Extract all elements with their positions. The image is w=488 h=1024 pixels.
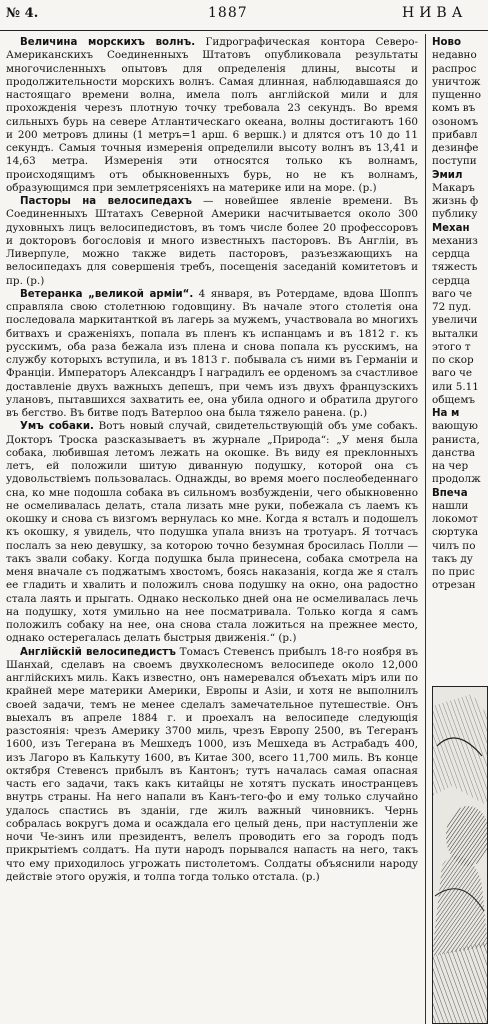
right-column-heading: Эмил (432, 169, 463, 181)
right-column-line: уничтож (432, 75, 481, 88)
article-heading: Пасторы на велосипедахъ (20, 196, 192, 207)
right-column-line: по прис (432, 566, 475, 578)
article-body: Гидрографическая контора Северо-Американскихъ Соединенныхъ Штатовъ опубликовала результаты многочисленныхъ опытовъ для определенія длины, высоты и продолжительности морскихъ волнъ. Самая длинная, наблюдавшаяся до настоящаго времени волна, имела полъ англійской мили и для прохожденія черезъ плотную точку требовала 23 секундъ. Во время сильныхъ бурь на севере Атлантическаго океана, волны достигаютъ 160 и 200 метровъ длины (1 метръ=1 арш. 6 вершк.) и длятся отъ 10 до 11 секундъ. Самыя точныя измеренія определили высоту волнъ въ 13,41 и 14,63 метра. Измеренія эти относятся только къ волнамъ, происходящимъ отъ обыкновенныхъ бурь, но не къ волнамъ, образующимся при землетрясеніяхъ на материке или на море. (р.) (6, 36, 418, 194)
right-column-line: 72 пуд. (432, 301, 472, 313)
year: 1887 (208, 5, 248, 21)
article-pastors (6, 195, 418, 288)
article-body: Вотъ новый случай, свидетельствующій объ уме собакъ. Докторъ Троска разсказываетъ въ журнале „Природа“: „У меня была собака, любившая летомъ лежать на окошке. Въ виду ея преклонныхъ летъ, ей положили шитую диванную подушку, которой она съ удовольствіемъ пользовалась. Однажды, во время моего послеобеденнаго сна, ко мне подошла собака въ сильномъ возбужденіи, чего обыкновенно не осмеливалась делать, стала лизать мне руки, побежала съ лаемъ къ окошку и снова съ визгомъ вернулась ко мне. Когда я всталъ и подошелъ къ окошку, я увидель, что подушка упала внизъ на тротуаръ. Я тотчасъ послалъ за нею девушку, за которою точно безумная бросилась Полли — такъ звали собаку. Когда подушка была принесена, собака смотрела на меня вначале съ поджатымъ хвостомъ, боясь наказанія, когда же я сталъ ее гладить и хвалить и положилъ снова подушку на окно, она радостно стала лаять и прыгать. Однако несколько дней она не осмеливалась лечь на подушку, хотя умильно на нее посматривала. Только когда я самъ положилъ собаку на нее, она снова стала ложиться на прежнее место, однако остерегалась делать быстрыя движенія.“ (р.) (6, 420, 418, 645)
issue-number: № 4. (6, 6, 39, 21)
right-column-line: ваго че (432, 287, 473, 300)
right-column-line: прибавл (432, 128, 478, 141)
article-heading: Ветеранка „великой арміи“. (20, 288, 194, 300)
right-column-heading: На м (432, 408, 460, 419)
article-dog (6, 420, 418, 645)
right-column-line: данства (432, 446, 476, 459)
column-divider (425, 34, 426, 1024)
right-column-line: выталки (432, 327, 479, 340)
magazine-title: НИВА (402, 5, 468, 21)
right-column-line: увеличи (432, 314, 478, 327)
right-column-line: распрос (432, 62, 477, 75)
right-column-line: такъ ду (432, 552, 473, 565)
page-header (0, 0, 488, 31)
right-column-line: сердца (432, 248, 470, 260)
right-column-line: Макаръ (432, 181, 475, 194)
article-cyclist (6, 646, 418, 885)
article-heading: Величина морскихъ волнъ. (20, 37, 196, 48)
right-column-line: отрезан (432, 579, 476, 592)
article-body: Томасъ Стевенсъ прибылъ 18-го ноября въ Шанхай, сделавъ на своемъ двухколесномъ велосипеде около 12,000 англійскихъ миль. Какъ известно, онъ намеревался объехать міръ или по крайней мере материки Америки, Европы и Азіи, и хотя не выполнилъ своей задачи, темъ не менее сделалъ замечательное путешествіе. Онъ выехалъ въ апреле 1884 г. и проехалъ на велосипеде следующія разстоянія: чрезъ Америку 3700 миль, чрезъ Европу 2500, въ Тегеранъ 1600, изъ Тегерана въ Мешхедъ 1000, изъ Мешхеда въ Астрабадъ 400, изъ Лагоро въ Калькуту 1600, въ Китае 300, всего 11,700 миль. Въ конце октября Стевенсъ прибылъ въ Кантонъ; тутъ началась самая опасная часть его задачи, такъ какъ китайцы не хотятъ пускать иностранцевъ внутрь страны. На него напали въ Канъ-тего-фо и ему только случайно удалось спастись въ зданіи, где жилъ важный чиновникъ. Чернь собралась вокругъ дома и осаждала его целый день, при наступленіи же ночи Че-зинъ или президентъ, велелъ проводить его за городъ подъ прикрытіемъ солдатъ. На пути народъ порывался напасть на него, такъ что ему приходилось угрожать пистолетомъ. Солдаты объяснили народу действіе этого оружія, и толпа тогда только отстала. (р.) (6, 645, 418, 883)
article-heading: Умъ собаки. (20, 421, 94, 433)
engraving-illustration (432, 686, 488, 1024)
right-column-line: поступи (432, 155, 477, 168)
article-body: 4 января, въ Ротердаме, вдова Шоппъ справляла свою столетнюю годовщину. Въ начале этого столетія она последовала маркитанткой въ лагерь за мужемъ, участвовала во многихъ битвахъ и сраженіяхъ, попала въ пленъ къ испанцамъ и въ 1812 г. къ русскимъ, оба раза бежала изъ плена и снова попала къ русскимъ, на службу которыхъ вступила, и въ 1813 г. побывала съ ними въ Германіи и Франціи. Императоръ Александръ I наградилъ ее орденомъ за счастливое доставленіе двухъ важныхъ депешъ, при чемъ изъ двухъ французскихъ улановъ, пытавшихся захватить ее, она убила одного и обратила другого въ бегство. Въ битве подъ Ватерлоо она была тяжело ранена. (р.) (6, 287, 418, 419)
right-column-line: сюртука (432, 526, 479, 539)
right-column-line: нашли (432, 499, 469, 512)
right-column-line: недавно (432, 49, 477, 62)
right-column (432, 36, 488, 682)
right-column-heading: Ново (432, 37, 461, 48)
right-column-line: жизнь ф (432, 195, 479, 207)
right-column-line: озономъ (432, 115, 479, 128)
article-waves (6, 36, 418, 195)
article-heading: Англійскій велосипедистъ (20, 646, 176, 658)
right-column-line: ваго че (432, 367, 473, 380)
right-column-line: механиз (432, 234, 478, 247)
main-column (6, 36, 418, 1022)
right-column-line: продолж (432, 473, 481, 486)
right-column-line: тяжесть (432, 261, 478, 274)
right-column-line: на чер (432, 460, 469, 472)
right-column-line: сердца (432, 274, 470, 287)
right-column-line: дезинфе (432, 142, 479, 154)
right-column-line: чилъ по (432, 539, 476, 552)
right-column-line: раниста, (432, 433, 480, 446)
article-veteran (6, 288, 418, 421)
right-column-line: пущенно (432, 89, 481, 101)
right-column-line: публику (432, 208, 478, 221)
right-column-line: локомот (432, 513, 478, 525)
right-column-line: по скор (432, 354, 474, 366)
right-column-line: комъ въ (432, 102, 476, 115)
right-column-line: или 5.11 (432, 380, 479, 393)
right-column-line: вающую (432, 420, 478, 433)
right-column-line: этого т (432, 340, 471, 353)
right-column-heading: Впеча (432, 487, 468, 499)
right-column-line: общемъ (432, 393, 476, 406)
right-column-heading: Механ (432, 222, 470, 234)
article-body: — новейшее явленіе времени. Въ Соединенныхъ Штатахъ Северной Америки насчитывается около 300 духовныхъ лицъ велосипедистовъ, въ томъ числе более 20 профессоровъ и докторовъ богословія и много известныхъ пасторовъ. Въ Англіи, въ Ливерпуле, можно также видеть пасторовъ, разъезжающихъ на велосипедахъ для совершенія требъ, посещенія заседаній комитетовъ и пр. (р.) (6, 195, 418, 287)
